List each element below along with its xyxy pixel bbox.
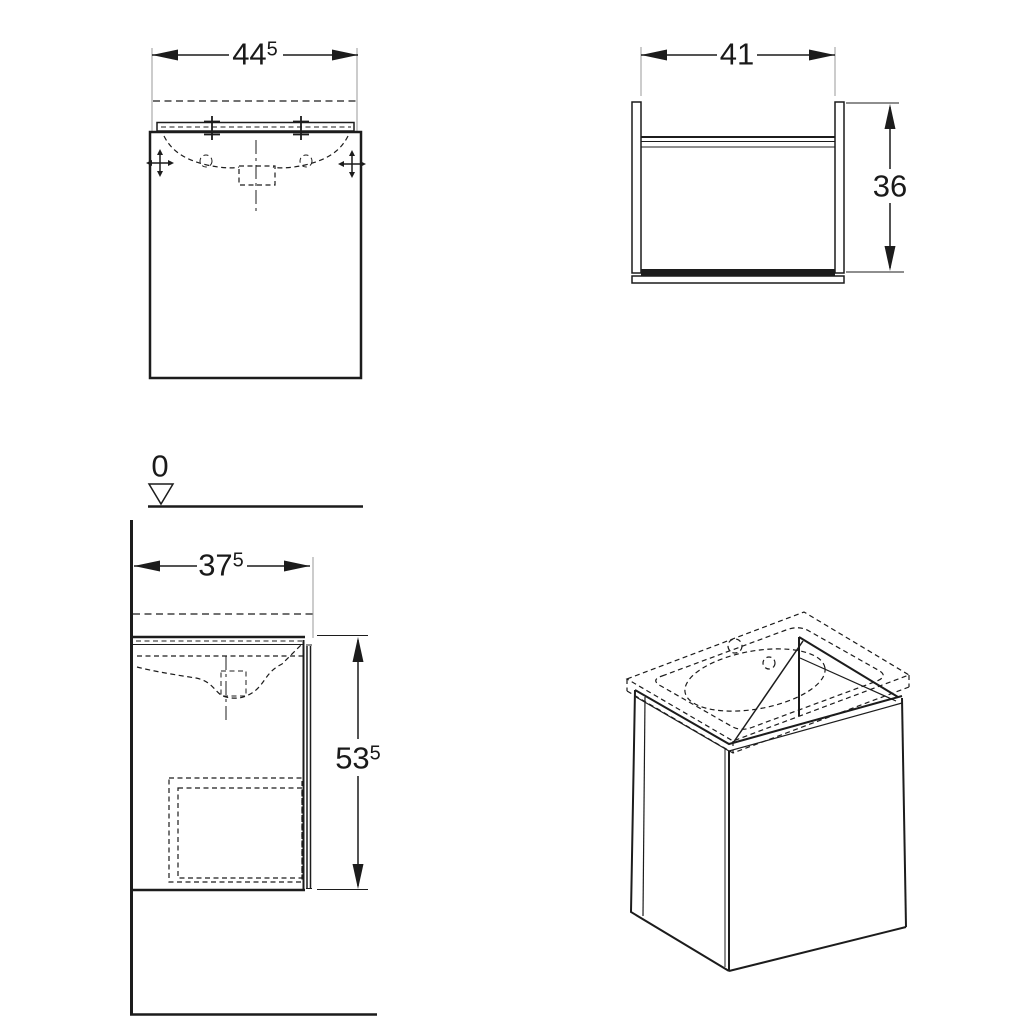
interior-rail-bottom-edge — [800, 658, 896, 701]
dimension-value: 37 — [198, 547, 233, 583]
dimension-value: 0 — [151, 448, 169, 484]
arrow-right-icon — [284, 561, 310, 572]
bottom-panel — [641, 269, 835, 276]
side-panel-left — [632, 102, 641, 273]
dimension-label-front-width — [232, 36, 278, 72]
isometric-view — [627, 612, 909, 971]
side-panel-right — [835, 102, 844, 273]
dimension-value: 53 — [335, 740, 370, 776]
dimension-label-side-depth — [198, 547, 244, 583]
carcass-left-face — [631, 690, 729, 971]
arrow-left-icon — [152, 50, 178, 61]
datum-triangle-icon — [149, 484, 173, 504]
interior-cutout-dashed — [169, 778, 302, 882]
basin-bowl-dashed — [680, 639, 830, 721]
basin-curve-right-dashed — [273, 136, 348, 168]
arrow-up-icon — [885, 104, 896, 129]
dimension-value: 41 — [719, 36, 755, 72]
dimension-superscript: 5 — [369, 742, 381, 765]
arrow-down-icon — [885, 246, 896, 271]
dimension-superscript: 5 — [266, 38, 278, 61]
interior-rail-top-edge — [799, 637, 898, 697]
arrow-left-icon — [641, 50, 667, 61]
carcass-top-rim — [635, 690, 902, 744]
dimension-superscript: 5 — [232, 549, 244, 572]
bottom-strip — [632, 276, 844, 283]
arrow-up-icon — [353, 637, 364, 662]
dimension-value: 44 — [232, 36, 267, 72]
basin-curve-left-dashed — [164, 136, 239, 168]
drain-outline-dashed — [221, 671, 246, 696]
arrow-down-icon — [353, 864, 364, 889]
door-gap-line — [643, 697, 645, 916]
drain-outline-dashed — [239, 166, 275, 185]
arrow-right-icon — [809, 50, 835, 61]
basin-bowl-dashed — [137, 643, 303, 698]
door-panel — [307, 646, 311, 888]
arrow-left-icon — [134, 561, 160, 572]
carcass-bottom-right-edge — [729, 927, 906, 971]
dimension-value: 36 — [872, 168, 908, 204]
dimension-label-top-depth — [872, 168, 908, 204]
front-view — [146, 48, 366, 378]
interior-cutout-inner-dashed — [178, 788, 302, 878]
overflow-hole-dashed — [763, 657, 775, 669]
top-view — [632, 47, 904, 283]
dimension-label-side-height — [335, 740, 381, 776]
carcass-top-rim-inner — [636, 697, 902, 751]
carcass-back-right-edge — [902, 698, 906, 927]
datum-zero-label — [151, 448, 169, 484]
basin-thickness-dashed — [627, 675, 909, 753]
dimension-label-top-width — [719, 36, 755, 72]
rail-edge-thin — [641, 142, 835, 148]
arrow-right-icon — [332, 50, 358, 61]
